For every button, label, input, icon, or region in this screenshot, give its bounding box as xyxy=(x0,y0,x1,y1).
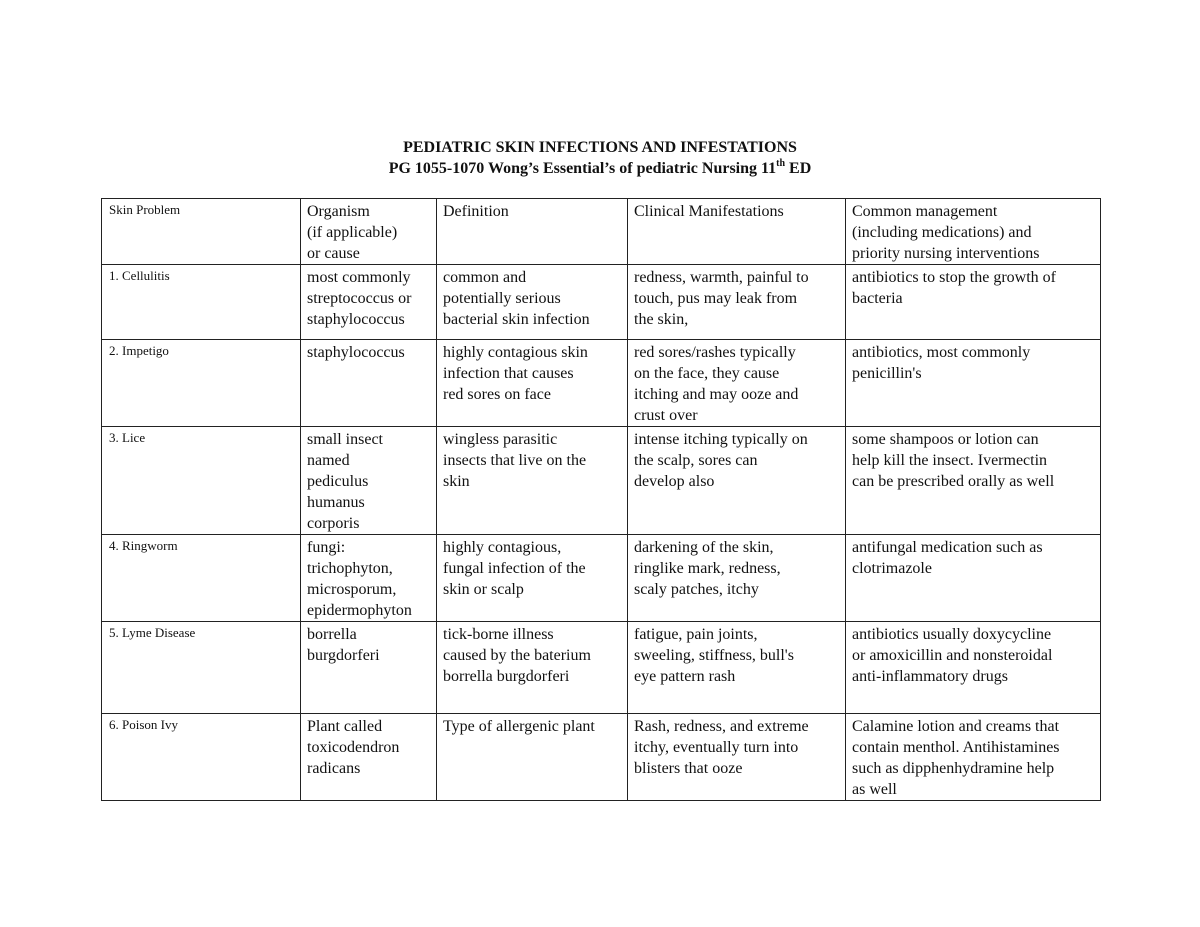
table-body xyxy=(102,199,1101,801)
cell-text-line: corporis xyxy=(307,515,360,532)
data-cell-skin-problem xyxy=(102,622,301,714)
cell-text-line: redness, warmth, painful to xyxy=(634,269,809,286)
cell-text-line: Organism xyxy=(307,203,370,220)
table-row xyxy=(102,622,1101,714)
cell-text-line: 3. Lice xyxy=(109,430,146,445)
title-line-2-main: PG 1055-1070 Wong’s Essential’s of pediatric Nursing 11 xyxy=(388,160,777,177)
data-cell-organism xyxy=(301,714,437,801)
cell-text-line: fungi: xyxy=(307,539,346,556)
document-title xyxy=(0,137,1200,179)
cell-text-line: or cause xyxy=(307,245,360,262)
data-cell-management xyxy=(846,427,1101,535)
data-cell-organism xyxy=(301,622,437,714)
cell-text-line: touch, pus may leak from xyxy=(634,290,798,307)
header-cell-skin-problem xyxy=(102,199,301,265)
cell-text-line: on the face, they cause xyxy=(634,365,780,382)
cell-text-line: darkening of the skin, xyxy=(634,539,774,556)
data-cell-management xyxy=(846,535,1101,622)
cell-text-line: tick-borne illness xyxy=(443,626,554,643)
cell-text-line: named xyxy=(307,452,350,469)
header-cell-management xyxy=(846,199,1101,265)
cell-text-line: Clinical Manifestations xyxy=(634,203,784,220)
data-cell-definition xyxy=(437,340,628,427)
cell-text-line: 5. Lyme Disease xyxy=(109,625,196,640)
cell-text-line: help kill the insect. Ivermectin xyxy=(852,452,1048,469)
cell-text-line: burgdorferi xyxy=(307,647,380,664)
data-cell-skin-problem xyxy=(102,535,301,622)
data-cell-definition xyxy=(437,714,628,801)
skin-infections-table xyxy=(101,198,1101,801)
cell-text-line: Plant called xyxy=(307,718,383,735)
cell-text-line: borrella xyxy=(307,626,357,643)
cell-text-line: antifungal medication such as xyxy=(852,539,1043,556)
cell-text-line: pediculus xyxy=(307,473,369,490)
cell-text-line: Type of allergenic plant xyxy=(443,718,595,735)
cell-text-line: anti-inflammatory drugs xyxy=(852,668,1008,685)
cell-text-line: insects that live on the xyxy=(443,452,587,469)
data-cell-definition xyxy=(437,535,628,622)
cell-text-line: eye pattern rash xyxy=(634,668,736,685)
cell-text-line: microsporum, xyxy=(307,581,397,598)
cell-text-line: trichophyton, xyxy=(307,560,393,577)
cell-text-line: antibiotics to stop the growth of xyxy=(852,269,1056,286)
data-cell-skin-problem xyxy=(102,340,301,427)
cell-text-line: infection that causes xyxy=(443,365,574,382)
title-superscript: th xyxy=(776,157,786,169)
data-cell-definition xyxy=(437,427,628,535)
cell-text-line: Common management xyxy=(852,203,998,220)
cell-text-line: common and xyxy=(443,269,527,286)
table-row xyxy=(102,427,1101,535)
cell-text-line: priority nursing interventions xyxy=(852,245,1040,262)
cell-text-line: (including medications) and xyxy=(852,224,1032,241)
cell-text-line: staphylococcus xyxy=(307,311,405,328)
cell-text-line: antibiotics usually doxycycline xyxy=(852,626,1052,643)
cell-text-line: sweeling, stiffness, bull's xyxy=(634,647,794,664)
data-cell-organism xyxy=(301,535,437,622)
cell-text-line: (if applicable) xyxy=(307,224,398,241)
cell-text-line: blisters that ooze xyxy=(634,760,743,777)
table-row xyxy=(102,340,1101,427)
cell-text-line: ringlike mark, redness, xyxy=(634,560,781,577)
data-cell-definition xyxy=(437,622,628,714)
cell-text-line: highly contagious, xyxy=(443,539,562,556)
data-cell-skin-problem xyxy=(102,265,301,340)
cell-text-line: fungal infection of the xyxy=(443,560,586,577)
table-row xyxy=(102,535,1101,622)
cell-text-line: 1. Cellulitis xyxy=(109,268,170,283)
cell-text-line: humanus xyxy=(307,494,365,511)
data-cell-manifestations xyxy=(628,714,846,801)
cell-text-line: epidermophyton xyxy=(307,602,412,619)
data-cell-manifestations xyxy=(628,535,846,622)
cell-text-line: skin xyxy=(443,473,470,490)
cell-text-line: itching and may ooze and xyxy=(634,386,799,403)
cell-text-line: clotrimazole xyxy=(852,560,932,577)
cell-text-line: borrella burgdorferi xyxy=(443,668,570,685)
cell-text-line: red sores/rashes typically xyxy=(634,344,796,361)
data-cell-management xyxy=(846,714,1101,801)
cell-text-line: most commonly xyxy=(307,269,411,286)
cell-text-line: Calamine lotion and creams that xyxy=(852,718,1060,735)
data-cell-manifestations xyxy=(628,622,846,714)
cell-text-line: bacterial skin infection xyxy=(443,311,590,328)
table-row xyxy=(102,265,1101,340)
cell-text-line: fatigue, pain joints, xyxy=(634,626,758,643)
data-cell-management xyxy=(846,622,1101,714)
cell-text-line: scaly patches, itchy xyxy=(634,581,759,598)
cell-text-line: staphylococcus xyxy=(307,344,405,361)
data-cell-manifestations xyxy=(628,427,846,535)
cell-text-line: as well xyxy=(852,781,897,798)
title-line-2-suffix: ED xyxy=(785,160,812,177)
cell-text-line: crust over xyxy=(634,407,698,424)
cell-text-line: the skin, xyxy=(634,311,689,328)
cell-text-line: skin or scalp xyxy=(443,581,524,598)
cell-text-line: 6. Poison Ivy xyxy=(109,717,178,732)
cell-text-line: small insect xyxy=(307,431,383,448)
cell-text-line: toxicodendron xyxy=(307,739,400,756)
cell-text-line: intense itching typically on xyxy=(634,431,808,448)
data-cell-management xyxy=(846,340,1101,427)
cell-text-line: some shampoos or lotion can xyxy=(852,431,1039,448)
data-cell-skin-problem xyxy=(102,714,301,801)
cell-text-line: antibiotics, most commonly xyxy=(852,344,1031,361)
data-cell-management xyxy=(846,265,1101,340)
cell-text-line: Rash, redness, and extreme xyxy=(634,718,809,735)
cell-text-line: highly contagious skin xyxy=(443,344,588,361)
data-cell-organism xyxy=(301,340,437,427)
cell-text-line: or amoxicillin and nonsteroidal xyxy=(852,647,1053,664)
data-cell-organism xyxy=(301,265,437,340)
header-cell-organism xyxy=(301,199,437,265)
title-line-1: PEDIATRIC SKIN INFECTIONS AND INFESTATIONS xyxy=(403,139,797,156)
cell-text-line: bacteria xyxy=(852,290,903,307)
table-header-row xyxy=(102,199,1101,265)
cell-text-line: radicans xyxy=(307,760,361,777)
cell-text-line: such as dipphenhydramine help xyxy=(852,760,1055,777)
cell-text-line: develop also xyxy=(634,473,715,490)
cell-text-line: the scalp, sores can xyxy=(634,452,758,469)
title-line-2 xyxy=(0,158,1200,179)
header-cell-manifestations xyxy=(628,199,846,265)
cell-text-line: streptococcus or xyxy=(307,290,412,307)
cell-text-line: potentially serious xyxy=(443,290,561,307)
cell-text-line: wingless parasitic xyxy=(443,431,558,448)
cell-text-line: 4. Ringworm xyxy=(109,538,178,553)
cell-text-line: caused by the baterium xyxy=(443,647,591,664)
cell-text-line: can be prescribed orally as well xyxy=(852,473,1055,490)
cell-text-line: penicillin's xyxy=(852,365,922,382)
data-cell-manifestations xyxy=(628,265,846,340)
data-cell-definition xyxy=(437,265,628,340)
table-row xyxy=(102,714,1101,801)
data-cell-skin-problem xyxy=(102,427,301,535)
cell-text-line: itchy, eventually turn into xyxy=(634,739,799,756)
cell-text-line: contain menthol. Antihistamines xyxy=(852,739,1060,756)
cell-text-line: red sores on face xyxy=(443,386,551,403)
cell-text-line: 2. Impetigo xyxy=(109,343,169,358)
cell-text-line: Definition xyxy=(443,203,509,220)
header-cell-definition xyxy=(437,199,628,265)
data-cell-manifestations xyxy=(628,340,846,427)
data-cell-organism xyxy=(301,427,437,535)
cell-text-line: Skin Problem xyxy=(109,202,181,217)
